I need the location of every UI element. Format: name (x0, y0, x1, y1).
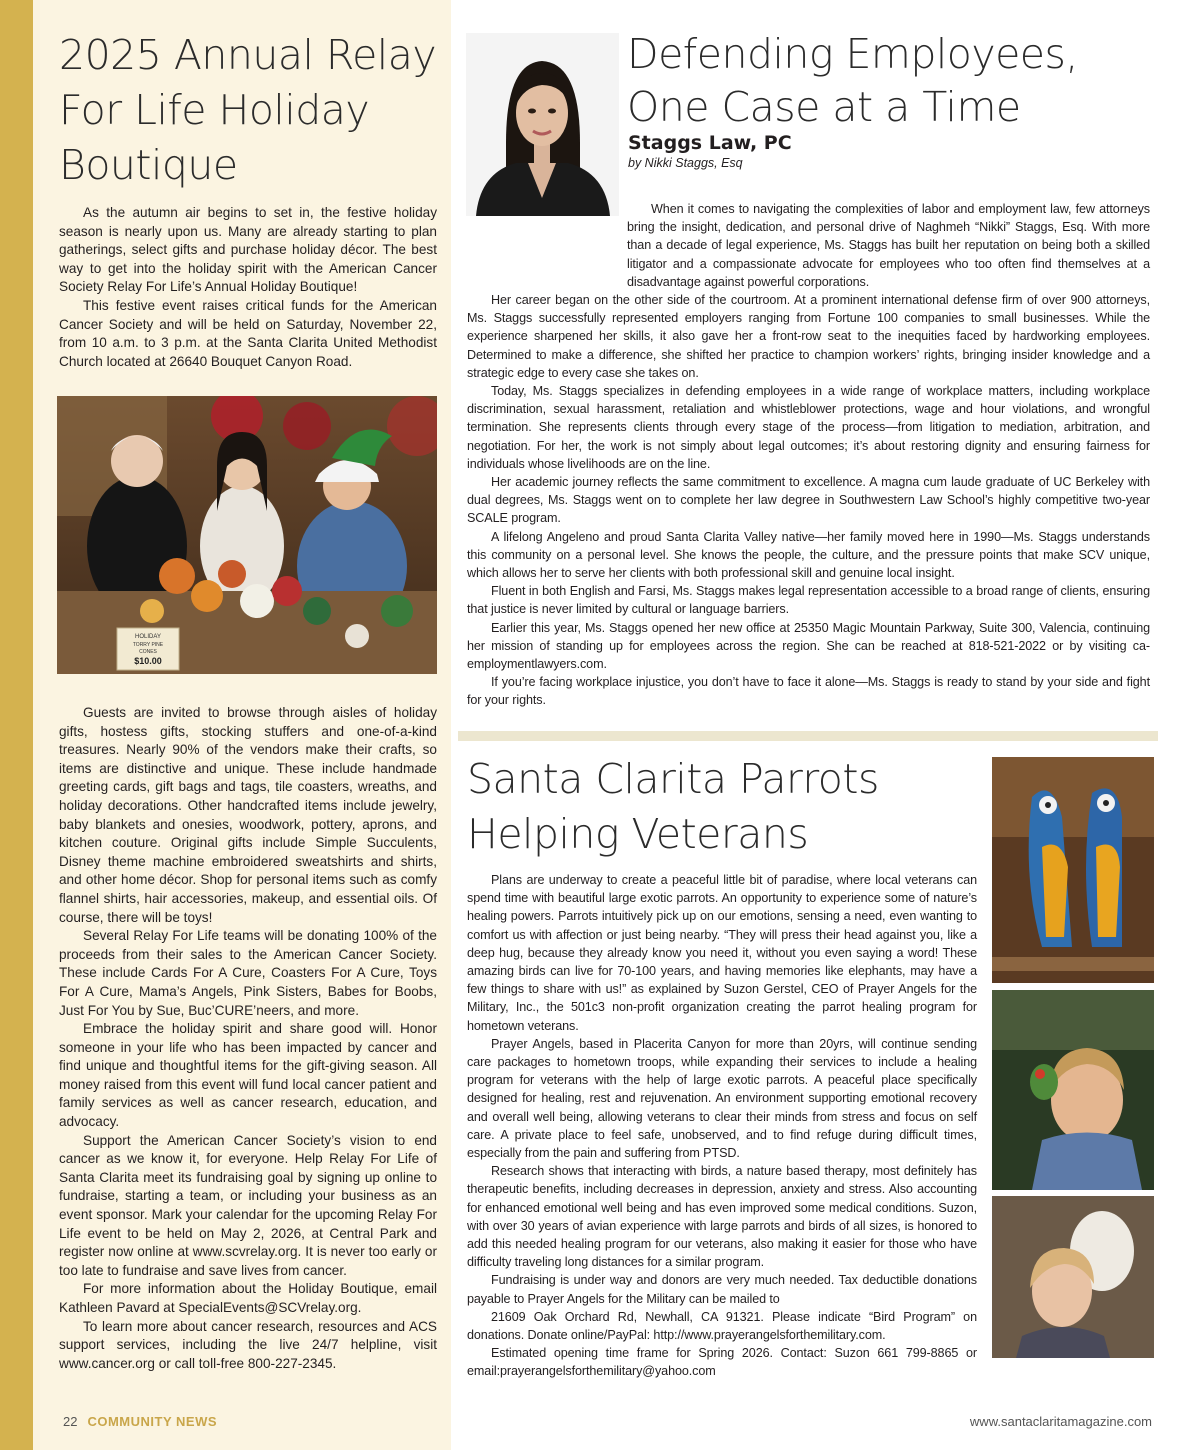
parrots-paragraph: Fundraising is under way and donors are very much needed. Tax deductible donations payable to Prayer Angels for the Military can be mailed to (467, 1273, 977, 1306)
page-number: 22 (63, 1414, 78, 1429)
relay-paragraph: For more information about the Holiday Boutique, email Kathleen Pavard at SpecialEvents@SCVrelay.org. (59, 1281, 437, 1315)
relay-paragraph: Embrace the holiday spirit and share good will. Honor someone in your life who has been impacted by cancer and find unique and thoughtful items for the gift-giving season. All money raised from this event will fund local cancer patient and family services as well as cancer research, education, and advocacy. (59, 1021, 437, 1130)
parrots-paragraph: Prayer Angels, based in Placerita Canyon for more than 20yrs, will continue sending care packages to hometown troops, while expanding their services to include a healing program for veterans with the help of large exotic parrots. A peaceful place specifically designed for healing, rest and rejuvenation. An environment supporting emotional recovery and overall well being, allowing veterans to clear their minds from stress and focus on self care. A private place to feel safe, unobserved, and to find refuge during difficult times, especially from the pain and suffering from PTSD. (467, 1036, 977, 1161)
sign-line-3: CONES (139, 649, 157, 655)
relay-paragraph: Guests are invited to browse through aisles of holiday gifts, hostess gifts, stocking stuffers and one-of-a-kind treasures. Nearly 90% of the vendors make their crafts, so items are distinctive and unique. These include handmade greeting cards, gift bags and tags, tile coasters, wreaths, and holiday decorations. Other handcrafted items include jewelry, baby blankets and onesies, woodwork, pottery, aprons, and kitchen couture. Original gifts include Simple Succulents, Disney theme machine embroidered sweatshirts and shirts, and other home décor. Shop for personal items such as comfy flannel shirts, hair accessories, makeup, and essential oils. Of course, there will be toys! (59, 705, 437, 925)
firm-name: Staggs Law, PC (628, 132, 792, 154)
holiday-boutique-photo (57, 396, 437, 674)
defending-article-body (467, 200, 1150, 710)
relay-paragraph: Several Relay For Life teams will be donating 100% of the proceeds from their sales to the American Cancer Society. These include Cards For A Cure, Coasters For A Cure, Toys For A Cure, Mama’s Angels, Pink Sisters, Babes for Boobs, Just For You by Sue, Buc’CURE’neers, and more. (59, 928, 437, 1018)
byline: by Nikki Staggs, Esq (628, 156, 743, 170)
relay-paragraph: This festive event raises critical funds for the American Cancer Society and will be held on Saturday, November 22, from 10 a.m. to 3 p.m. at the Santa Clarita United Methodist Church located at 26640 Bouquet Canyon Road. (59, 297, 437, 369)
sign-price: $10.00 (134, 656, 162, 666)
sign-line-2: TORRY PINE (132, 642, 164, 648)
footer-left (63, 1414, 217, 1429)
footer-url: www.santaclaritamagazine.com (969, 1414, 1152, 1429)
child-with-cockatoo-photo (992, 1196, 1154, 1358)
child-with-parrot-photo (992, 990, 1154, 1190)
relay-paragraph: Support the American Cancer Society’s vision to end cancer as we know it, for everyone. Help Relay For Life of Santa Clarita meet its fundraising goal by signing up online to fundraise, starting a team, or including your business as an event sponsor. Mark your calendar for the upcoming Relay For Life event to be held on May 2, 2026, at Central Park and register now online at www.scvrelay.org. It is never too early or too late to fundraise and save lives from cancer. (59, 1132, 437, 1278)
parrots-paragraph: Estimated opening time frame for Spring 2026. Contact: Suzon 661 799-8865 or email:prayerangelsforthemilitary@yahoo.com (467, 1346, 977, 1379)
section-divider (458, 731, 1158, 741)
defending-paragraph: If you’re facing workplace injustice, you don’t have to face it alone—Ms. Staggs is ready to stand by your side and fight for your rights. (467, 675, 1150, 708)
parrots-paragraph: Plans are underway to create a peaceful little bit of paradise, where local veterans can spend time with beautiful large exotic parrots. An opportunity to experience some of nature’s healing powers. Parrots intuitively pick up on our emotions, sensing a need, even wanting to comfort us with affection or just being nearby. “They will press their head against you, like a deep hug, because they already know you need it, without you even saying a word! These amazing birds can live for 70-100 years, and having memories like elephants, may have a few things to share with us!” as explained by Suzon Gerstel, CEO of Prayer Angels for the Military, Inc., the 501c3 non-profit organization creating the parrot healing program for hometown veterans. (467, 873, 977, 1033)
defending-paragraph: Fluent in both English and Farsi, Ms. Staggs makes legal representation accessible to a broad range of clients, ensuring that justice is never limited by cultural or language barriers. (467, 584, 1150, 617)
section-label: COMMUNITY NEWS (87, 1414, 218, 1429)
parrots-article-title: Santa Clarita Parrots Helping Veterans (467, 755, 879, 858)
relay-article-intro (59, 204, 437, 371)
relay-paragraph: As the autumn air begins to set in, the festive holiday season is nearly upon us. Many are already starting to plan gatherings, select gifts and purchase holiday décor. The best way to get into the holiday spirit with the American Cancer Society Relay For Life’s Annual Holiday Boutique! (59, 205, 437, 295)
defending-paragraph: Today, Ms. Staggs specializes in defending employees in a wide range of workplace matters, including workplace discrimination, sexual harassment, retaliation and whistleblower protections, wage and hour violations, and wrongful termination. She represents clients through every stage of the process—from litigation to mediation, arbitration, and negotiation. For her, the work is not simply about legal outcomes; it’s about restoring dignity and ensuring fairness for individuals whose livelihoods are on the line. (467, 384, 1150, 471)
gold-side-bar (0, 0, 33, 1450)
defending-paragraph: Her academic journey reflects the same commitment to excellence. A magna cum laude graduate of UC Berkeley with dual degrees, Ms. Staggs went on to complete her law degree in Southwestern Law School’s highly competitive two-year SCALE program. (467, 475, 1150, 526)
defending-article-title: Defending Employees, One Case at a Time (627, 30, 1078, 131)
author-portrait (466, 33, 619, 216)
defending-paragraph: A lifelong Angeleno and proud Santa Clarita Valley native—her family moved here in 1990—Ms. Staggs understands this community on a personal level. She knows the people, the culture, and the pressure points that make SCV unique, which allows her to serve her clients with both professional skill and genuine local insight. (467, 529, 1150, 581)
relay-paragraph: To learn more about cancer research, resources and ACS support services, including the live 24/7 helpline, visit www.cancer.org or call toll-free 800-227-2345. (59, 1318, 437, 1371)
macaws-photo (992, 757, 1154, 983)
defending-paragraph: Earlier this year, Ms. Staggs opened her new office at 25350 Magic Mountain Parkway, Suite 300, Valencia, continuing her mission of standing up for employees across the region. She can be reached at 818-521-2022 or by visiting ca-employmentlawyers.com. (467, 620, 1150, 672)
relay-article-title: 2025 Annual Relay For Life Holiday Boutique (59, 31, 437, 189)
parrots-paragraph: Research shows that interacting with birds, a nature based therapy, most definitely has therapeutic benefits, including decreases in depression, anxiety and stress. Also accounting for enhanced emotional well being and has even improved some medical conditions. Suzon, with over 30 years of avian experience with large parrots and birds of all sizes, is honored to add this needed healing program for our veterans, also making it easier for those who have difficulty traveling long distances for a similar program. (467, 1164, 977, 1270)
parrots-paragraph: 21609 Oak Orchard Rd, Newhall, CA 91321. Please indicate “Bird Program” on donations. Donate online/PayPal: http://www.prayerangelsforthemilitary.com. (467, 1309, 977, 1343)
defending-paragraph: Her career began on the other side of the courtroom. At a prominent international defense firm of over 900 attorneys, Ms. Staggs successfully represented employers ranging from Fortune 100 companies to small businesses. While the experience sharpened her skills, it also gave her a front-row seat to the inequities faced by hardworking employees. Determined to make a difference, she shifted her practice to champion workers’ rights, bringing insider knowledge and a strategic edge to every case she takes on. (467, 293, 1150, 380)
parrots-article-body (467, 871, 977, 1381)
sign-line-1: HOLIDAY (135, 634, 161, 640)
defending-paragraph: When it comes to navigating the complexities of labor and employment law, few attorneys bring the insight, dedication, and personal drive of Naghmeh “Nikki” Staggs, Esq. With more than a decade of legal experience, Ms. Staggs has built her reputation on being both a skilled litigator and a compassionate advocate for employees who too often find themselves at a disadvantage against powerful corporations. (627, 202, 1150, 289)
relay-article-body (59, 704, 437, 1373)
